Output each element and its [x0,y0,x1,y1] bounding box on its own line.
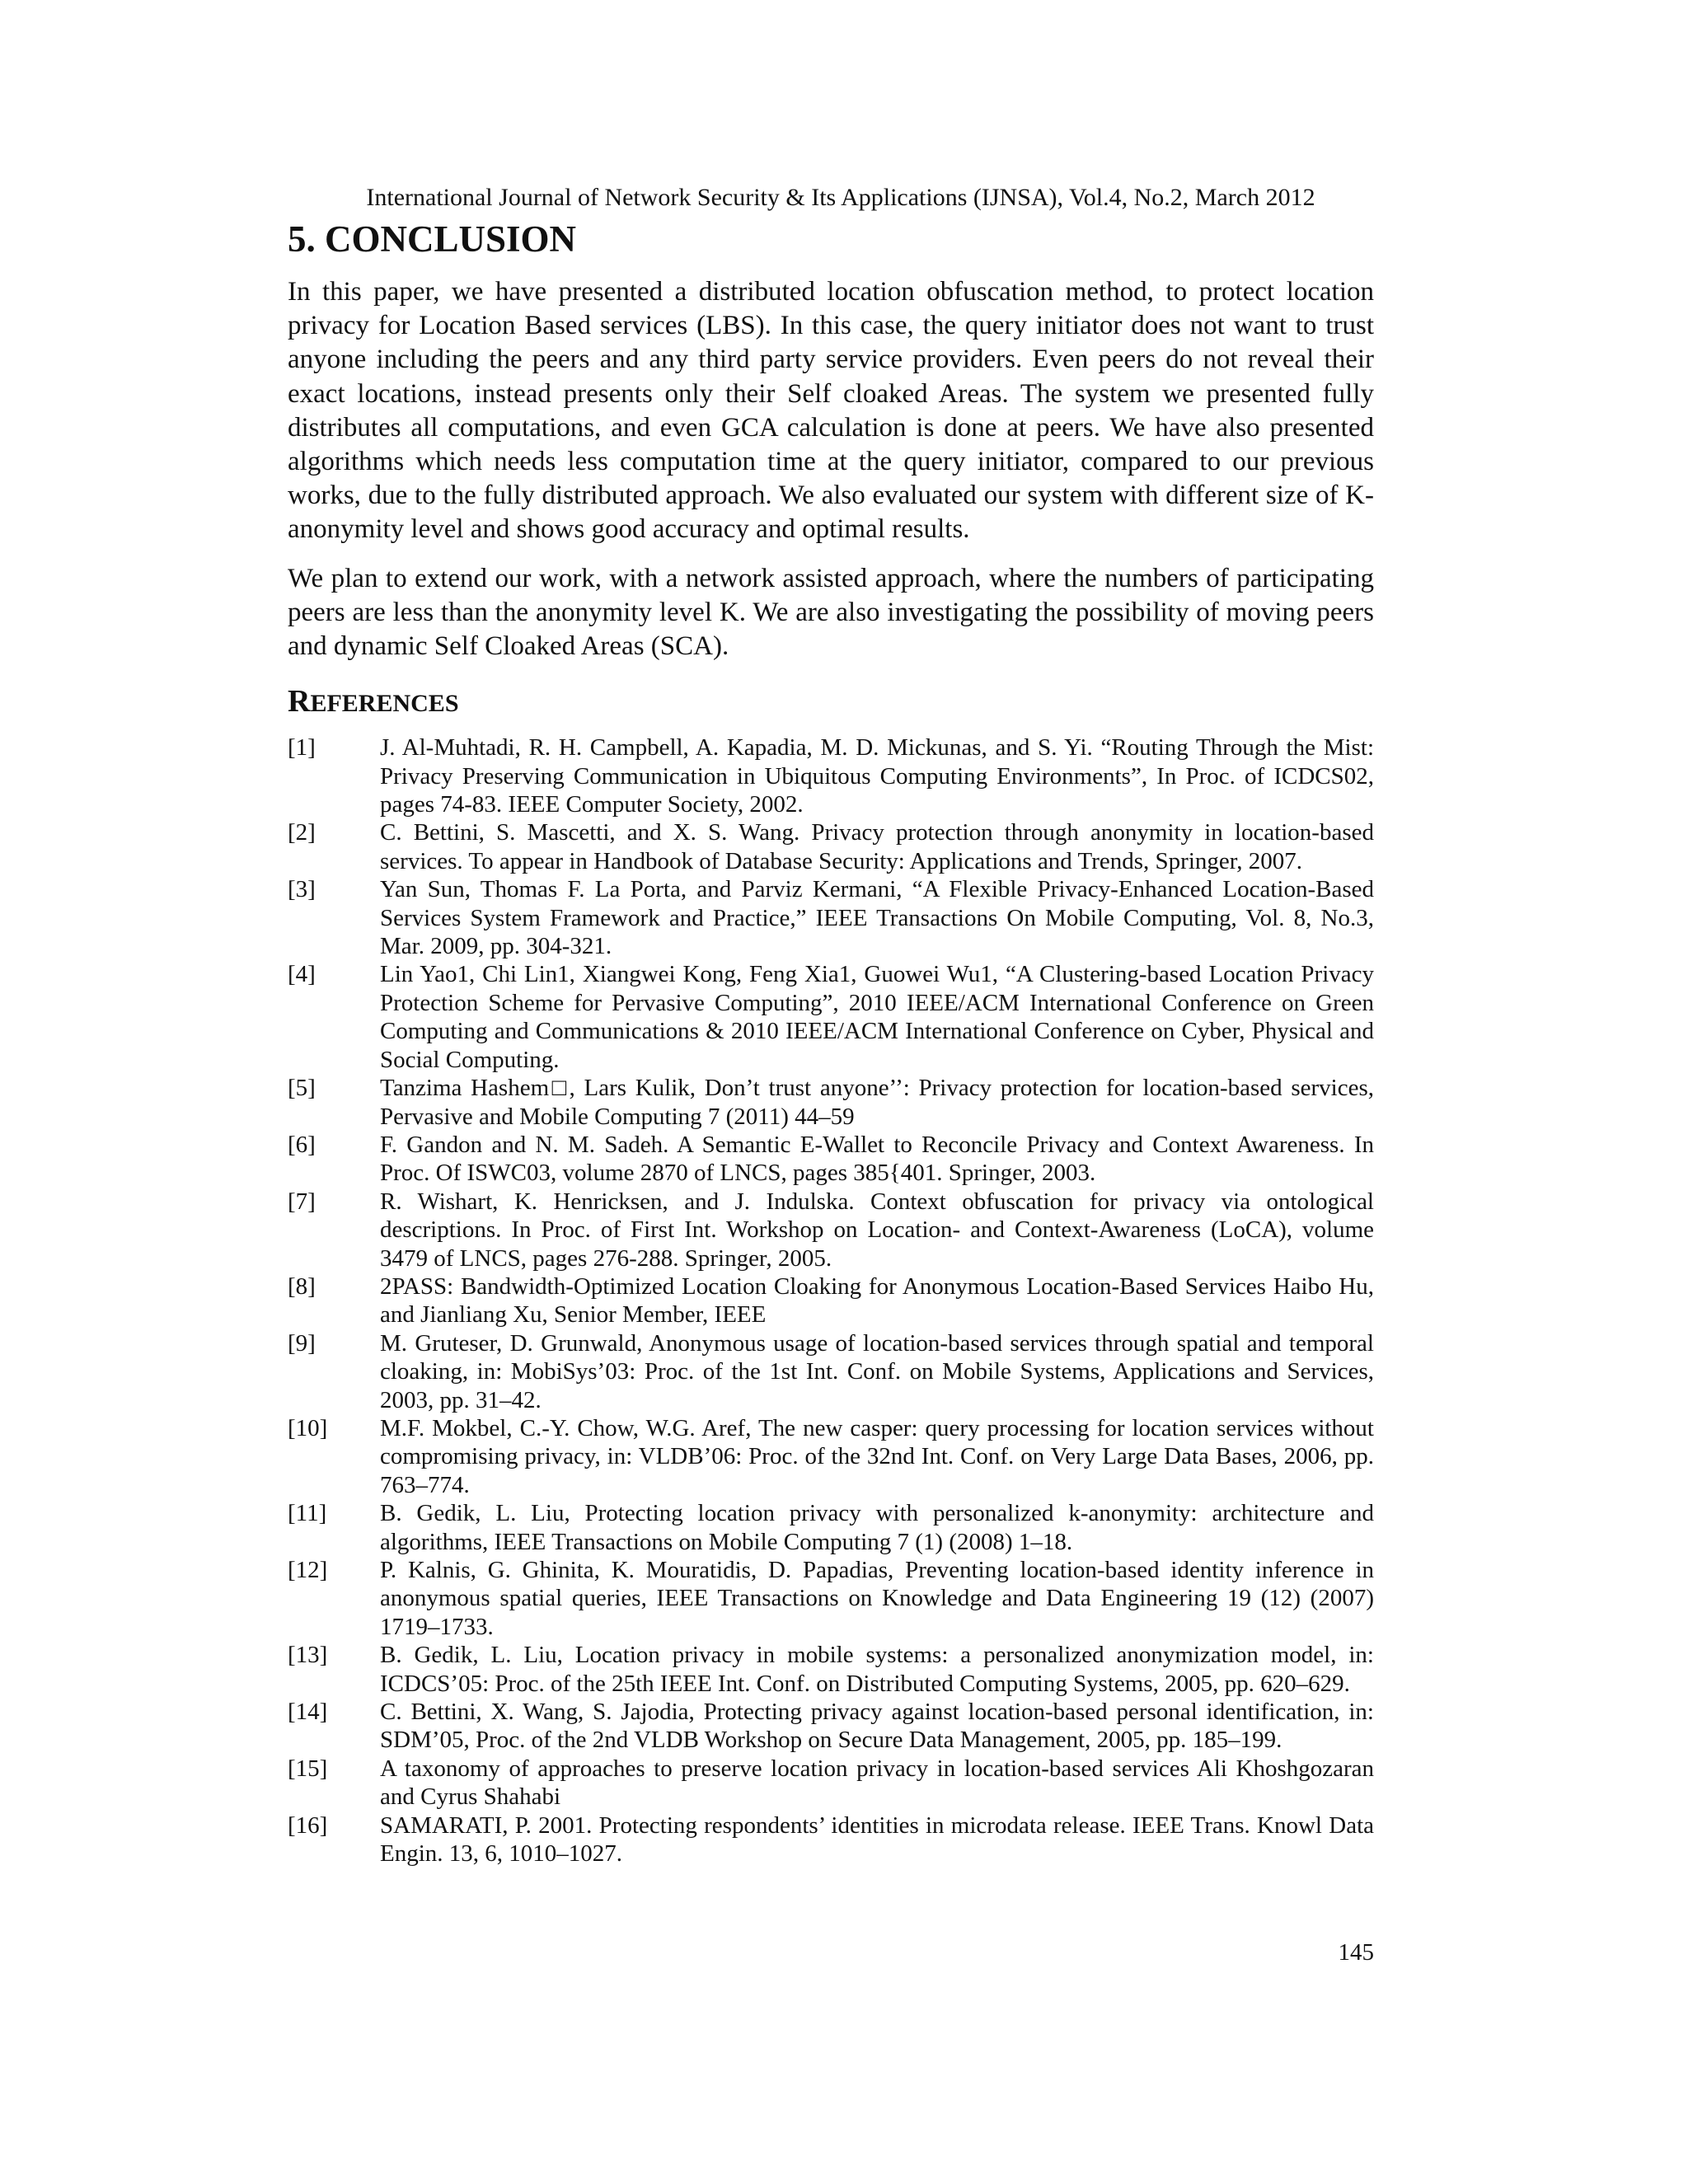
references-heading-initial: R [288,684,311,719]
reference-text: J. Al-Muhtadi, R. H. Campbell, A. Kapadia, M. D. Mickunas, and S. Yi. “Routing Through the Mist: Privacy Preserving Communication in Ubiquitous Computing Environments”, In Proc. of ICDCS02, pages 74-83. IEEE Computer Society, 2002. [380,734,1374,818]
reference-item [288,1131,1374,1188]
references-heading [288,683,1374,722]
reference-text: B. Gedik, L. Liu, Location privacy in mobile systems: a personalized anonymization model, in: ICDCS’05: Proc. of the 25th IEEE Int. Conf. on Distributed Computing Systems, 2005, pp. 620–629. [380,1642,1374,1697]
reference-number: [14] [288,1699,328,1726]
reference-text: R. Wishart, K. Henricksen, and J. Indulska. Context obfuscation for privacy via ontological descriptions. In Proc. of First Int. Workshop on Location- and Context-Awareness (LoCA), volume 3479 of LNCS, pages 276-288. Springer, 2005. [380,1188,1374,1272]
reference-text: Lin Yao1, Chi Lin1, Xiangwei Kong, Feng Xia1, Guowei Wu1, “A Clustering-based Location Privacy Protection Scheme for Pervasive Computing”, 2010 IEEE/ACM International Conference on Green Computing and Communications & 2010 IEEE/ACM International Conference on Cyber, Physical and Social Computing. [380,961,1374,1073]
reference-item [288,1811,1374,1868]
reference-item [288,1641,1374,1698]
reference-text: M.F. Mokbel, C.-Y. Chow, W.G. Aref, The new casper: query processing for location services without compromising privacy, in: VLDB’06: Proc. of the 32nd Int. Conf. on Very Large Data Bases, 2006, pp. 763–774. [380,1414,1374,1498]
conclusion-heading: 5. CONCLUSION [288,218,577,260]
reference-item [288,1755,1374,1811]
reference-number: [9] [288,1329,316,1357]
reference-text: Tanzima Hashem□, Lars Kulik, Don’t trust anyone’’: Privacy protection for location-based services, Pervasive and Mobile Computing 7 (2011) 44–59 [380,1075,1374,1130]
reference-text: SAMARATI, P. 2001. Protecting respondents’ identities in microdata release. IEEE Trans. Knowl Data Engin. 13, 6, 1010–1027. [380,1811,1374,1868]
reference-item [288,875,1374,960]
reference-number: [13] [288,1642,328,1669]
reference-item [288,1272,1374,1329]
reference-item [288,1499,1374,1556]
reference-text: F. Gandon and N. M. Sadeh. A Semantic E-Wallet to Reconcile Privacy and Context Awareness. In Proc. Of ISWC03, volume 2870 of LNCS, pages 385{401. Springer, 2003. [380,1131,1374,1187]
reference-text: M. Gruteser, D. Grunwald, Anonymous usage of location-based services through spatial and temporal cloaking, in: MobiSys’03: Proc. of the 1st Int. Conf. on Mobile Systems, Applications and Services, 2003, pp. 31–42. [380,1329,1374,1413]
reference-item [288,1414,1374,1499]
reference-item [288,1556,1374,1641]
reference-text: C. Bettini, X. Wang, S. Jajodia, Protecting privacy against location-based personal identification, in: SDM’05, Proc. of the 2nd VLDB Workshop on Secure Data Management, 2005, pp. 185–199. [380,1699,1374,1754]
page-number: 145 [1338,1939,1374,1966]
reference-text: Yan Sun, Thomas F. La Porta, and Parviz Kermani, “A Flexible Privacy-Enhanced Location-Based Services System Framework and Practice,” IEEE Transactions On Mobile Computing, Vol. 8, No.3, Mar. 2009, pp. 304-321. [380,876,1374,960]
reference-text: A taxonomy of approaches to preserve location privacy in location-based services Ali Khoshgozaran and Cyrus Shahabi [380,1755,1374,1811]
reference-number: [12] [288,1557,328,1584]
reference-number: [7] [288,1188,316,1215]
reference-number: [6] [288,1131,316,1158]
reference-item [288,1329,1374,1414]
reference-number: [15] [288,1755,328,1782]
reference-number: [3] [288,876,316,903]
conclusion-paragraph-1: In this paper, we have presented a distributed location obfuscation method, to protect location privacy for Location Based services (LBS). In this case, the query initiator does not want to trust anyone including the peers and any third party service providers. Even peers do not reveal their exact locations, instead presents only their Self cloaked Areas. The system we presented fully distributes all computations, and even GCA calculation is done at peers. We have also presented algorithms which needs less computation time at the query initiator, compared to our previous works, due to the fully distributed approach. We also evaluated our system with different size of K-anonymity level and shows good accuracy and optimal results. [288,277,1374,545]
reference-number: [8] [288,1272,316,1300]
reference-number: [11] [288,1500,327,1527]
reference-text: C. Bettini, S. Mascetti, and X. S. Wang. Privacy protection through anonymity in location-based services. To appear in Handbook of Database Security: Applications and Trends, Springer, 2007. [380,819,1374,874]
reference-number: [16] [288,1811,328,1839]
reference-number: [10] [288,1414,328,1441]
reference-item [288,1698,1374,1755]
reference-number: [1] [288,734,316,762]
reference-item [288,960,1374,1074]
conclusion-paragraph-2: We plan to extend our work, with a network assisted approach, where the numbers of participating peers are less than the anonymity level K. We are also investigating the possibility of moving peers and dynamic Self Cloaked Areas (SCA). [288,563,1374,662]
reference-item [288,818,1374,875]
reference-list [288,733,1374,1868]
reference-text: 2PASS: Bandwidth-Optimized Location Cloaking for Anonymous Location-Based Services Haibo Hu, and Jianliang Xu, Senior Member, IEEE [380,1272,1374,1329]
reference-text: P. Kalnis, G. Ghinita, K. Mouratidis, D. Papadias, Preventing location-based identity inference in anonymous spatial queries, IEEE Transactions on Knowledge and Data Engineering 19 (12) (2007) 1719–1733. [380,1557,1374,1640]
reference-item [288,1074,1374,1131]
reference-number: [5] [288,1075,316,1102]
reference-item [288,1188,1374,1272]
reference-text: B. Gedik, L. Liu, Protecting location privacy with personalized k-anonymity: architecture and algorithms, IEEE Transactions on Mobile Computing 7 (1) (2008) 1–18. [380,1500,1374,1555]
running-header: International Journal of Network Security & Its Applications (IJNSA), Vol.4, No.2, March 2012 [366,184,1315,211]
reference-number: [2] [288,819,316,846]
reference-number: [4] [288,961,316,988]
reference-item [288,733,1374,818]
references-heading-rest: EFERENCES [310,690,459,718]
page-content [288,216,1374,1868]
